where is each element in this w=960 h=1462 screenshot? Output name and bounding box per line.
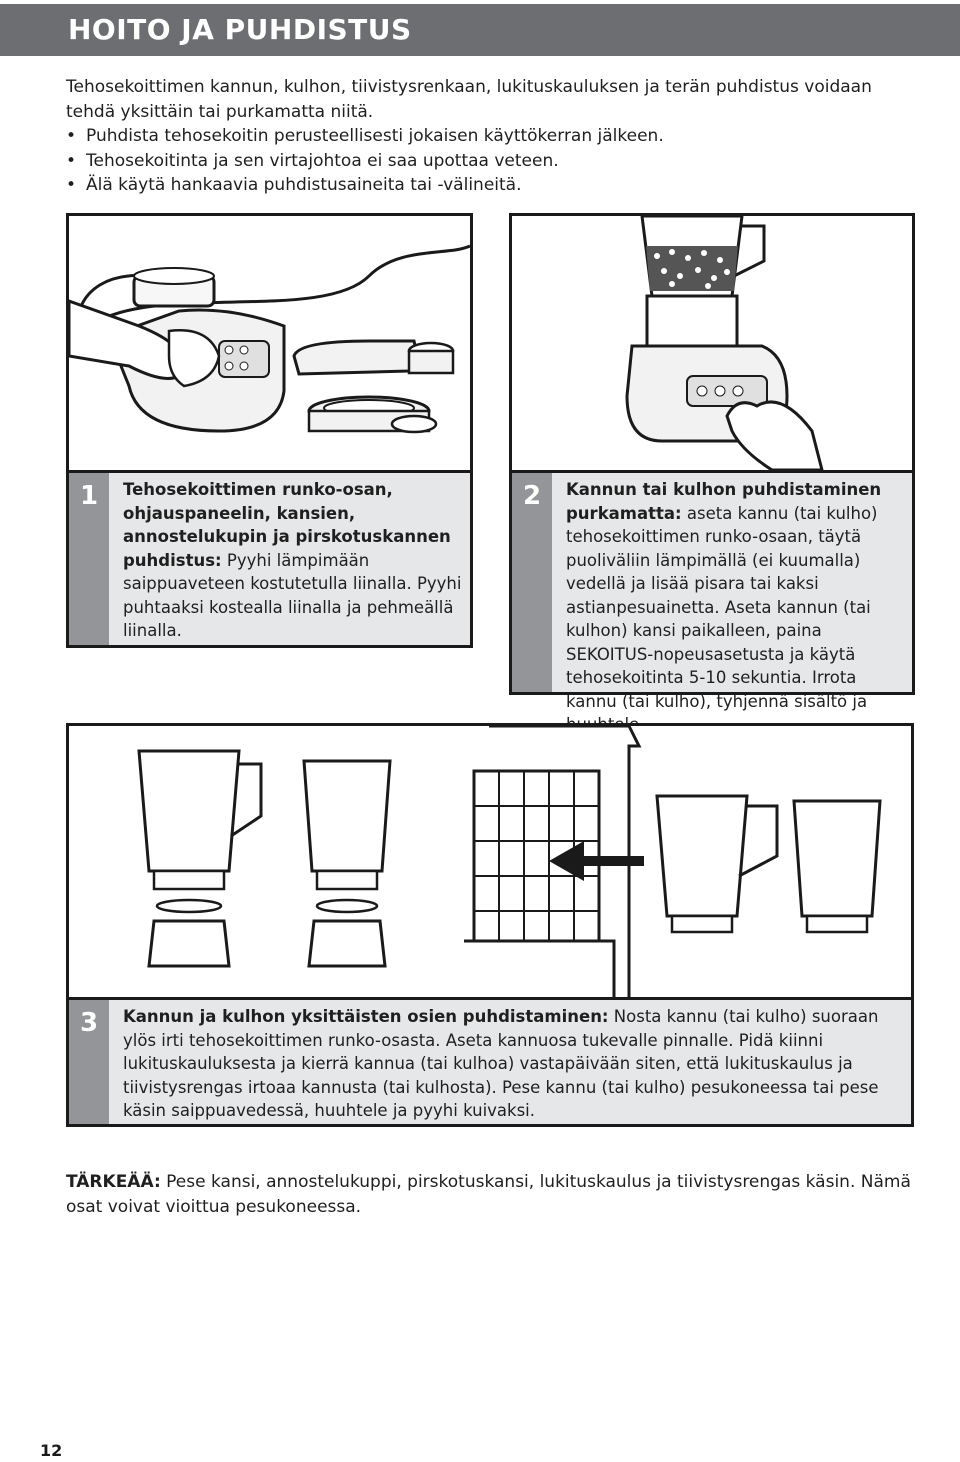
important-label: TÄRKEÄÄ: [66,1172,161,1192]
step-number: 1 [69,473,109,645]
step-text [123,1005,903,1123]
step-heading: Kannun ja kulhon yksittäisten osien puhdistaminen: [123,1007,609,1026]
step-2-caption [509,470,915,711]
step-3-caption [66,997,914,1127]
section-title: HOITO JA PUHDISTUS [68,13,412,46]
important-note [66,1170,926,1219]
step-heading: Tehosekoittimen runko-osan, ohjauspaneelin, kansien, annostelukupin ja pirskotuskannen puhdistus: [123,480,451,570]
intro-bullet: • Puhdista tehosekoitin perusteellisesti jokaisen käyttökerran jälkeen. [66,124,926,149]
intro-text [66,75,926,198]
section-header [0,4,960,56]
page-number: 12 [40,1441,63,1460]
step-heading: Kannun tai kulhon puhdistaminen purkamatta: [566,480,882,523]
intro-paragraph: Tehosekoittimen kannun, kulhon, tiivistysrenkaan, lukituskauluksen ja terän puhdistus voidaan tehdä yksittäin tai purkamatta niitä. [66,77,872,122]
step-number: 3 [69,1000,109,1124]
step-body: Nosta kannu (tai kulho) suoraan ylös irti tehosekoittimen runko-osasta. Aseta kannuosa tukevalle pinnalle. Pidä kiinni lukituskauluksesta ja kierrä kannua (tai kulhoa) vastapäivään siten, että lukituskaulus ja tiivistysrengas irtoaa kannusta (tai kulhosta). Pese kannu (tai kulho) pesukoneessa tai pese käsin saippuavedessä, huuhtele ja pyyhi kuivaksi. [123,1007,879,1120]
step-text [123,478,462,643]
step-3-illustration [66,723,914,1000]
blender-base-wipe-illustration [69,216,470,470]
step-body: Pyyhi lämpimään saippuaveteen kostutetulla liinalla. Pyyhi puhtaaksi kostealla liinalla ja pehmeällä liinalla. [123,550,462,640]
step-number: 2 [512,473,552,692]
step-text [566,478,904,737]
intro-bullet: • Tehosekoitinta ja sen virtajohtoa ei saa upottaa veteen. [66,149,926,174]
blender-running-illustration [512,216,912,470]
step-body: aseta kannu (tai kulho) tehosekoittimen runko-osaan, täytä puoliväliin lämpimällä (ei kuumalla) vedellä ja lisää pisara tai kaksi astianpesuainetta. Aseta kannun (tai kulhon) kansi paikalleen, paina SEKOITUS-nopeusasetusta ja käytä tehosekoitinta 5-10 sekuntia. Irrota kannu (tai kulho), tyhjennä sisältö ja [566,503,878,711]
intro-bullet-list [66,124,926,198]
jar-disassembly-dishwasher-illustration [69,726,911,997]
step-1-caption [66,470,473,648]
step-1-illustration [66,213,473,473]
step-2-illustration [509,213,915,473]
intro-bullet: • Älä käytä hankaavia puhdistusaineita tai -välineitä. [66,173,926,198]
important-text: Pese kansi, annostelukuppi, pirskotuskansi, lukituskaulus ja tiivistysrengas käsin. Nämä osat voivat vioittua pesukoneessa. [66,1172,911,1217]
